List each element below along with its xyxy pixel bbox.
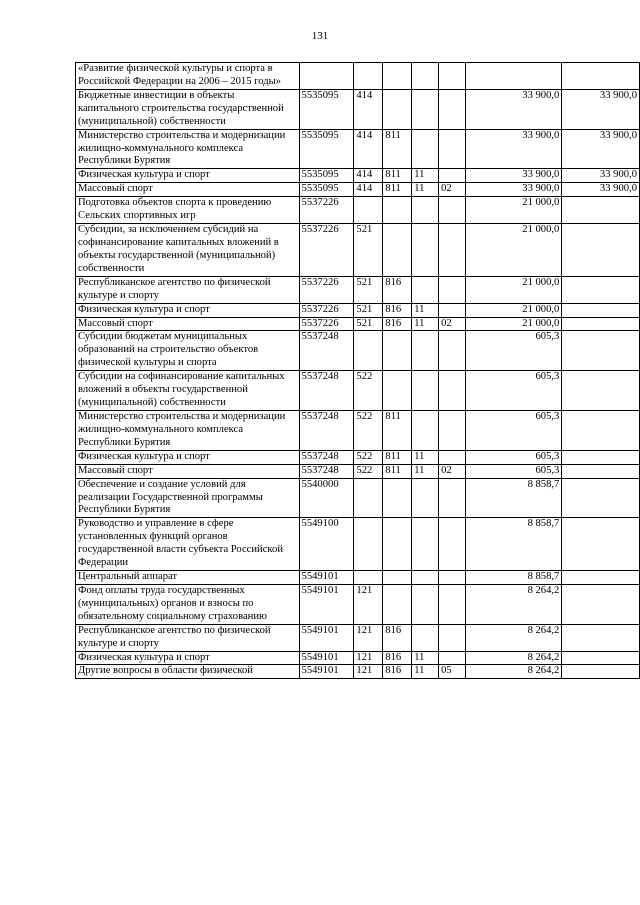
- row-subsection-cell: 05: [439, 665, 466, 679]
- row-amount-cell: 8 858,7: [465, 571, 561, 585]
- row-amount-cell: 33 900,0: [465, 169, 561, 183]
- table-row: [76, 410, 640, 450]
- row-code-cell: 5549101: [299, 571, 354, 585]
- table-row: [76, 464, 640, 478]
- row-amount-federal-cell: [562, 410, 640, 450]
- row-code-cell: 5537226: [299, 224, 354, 277]
- row-ministry-cell: 811: [383, 169, 412, 183]
- row-amount-cell: 33 900,0: [465, 89, 561, 129]
- row-subsection-cell: [439, 651, 466, 665]
- row-subsection-cell: [439, 371, 466, 411]
- row-ministry-cell: [383, 197, 412, 224]
- row-name-cell: Республиканское агентство по физической культуре и спорту: [76, 276, 300, 303]
- row-ministry-cell: [383, 63, 412, 90]
- row-amount-federal-cell: 33 900,0: [562, 129, 640, 169]
- row-section-cell: [412, 63, 439, 90]
- row-code-cell: 5549101: [299, 651, 354, 665]
- row-amount-federal-cell: [562, 665, 640, 679]
- row-name-cell: Министерство строительства и модернизации жилищно-коммунального комплекса Республики Бурятия: [76, 129, 300, 169]
- row-code-cell: 5535095: [299, 169, 354, 183]
- row-section-cell: [412, 224, 439, 277]
- row-amount-cell: 605,3: [465, 371, 561, 411]
- row-amount-cell: 21 000,0: [465, 224, 561, 277]
- row-ministry-cell: 816: [383, 317, 412, 331]
- row-amount-federal-cell: [562, 584, 640, 624]
- row-expense-type-cell: 414: [354, 183, 383, 197]
- table-row: [76, 197, 640, 224]
- table-row: [76, 651, 640, 665]
- row-amount-cell: 21 000,0: [465, 276, 561, 303]
- row-amount-cell: 8 858,7: [465, 518, 561, 571]
- row-section-cell: [412, 89, 439, 129]
- row-subsection-cell: [439, 89, 466, 129]
- page-number: 131: [311, 30, 329, 42]
- table-body: [76, 63, 640, 679]
- row-name-cell: Физическая культура и спорт: [76, 651, 300, 665]
- row-ministry-cell: [383, 518, 412, 571]
- row-section-cell: [412, 129, 439, 169]
- row-amount-federal-cell: [562, 651, 640, 665]
- row-section-cell: [412, 584, 439, 624]
- row-subsection-cell: [439, 518, 466, 571]
- row-ministry-cell: 816: [383, 651, 412, 665]
- row-subsection-cell: [439, 169, 466, 183]
- row-amount-cell: 605,3: [465, 450, 561, 464]
- row-amount-cell: 33 900,0: [465, 183, 561, 197]
- row-subsection-cell: [439, 276, 466, 303]
- row-section-cell: [412, 624, 439, 651]
- row-amount-cell: 33 900,0: [465, 129, 561, 169]
- row-amount-federal-cell: [562, 450, 640, 464]
- row-subsection-cell: [439, 224, 466, 277]
- row-name-cell: Министерство строительства и модернизации жилищно-коммунального комплекса Республики Бурятия: [76, 410, 300, 450]
- row-subsection-cell: [439, 478, 466, 518]
- row-ministry-cell: 811: [383, 450, 412, 464]
- row-amount-cell: 21 000,0: [465, 317, 561, 331]
- row-name-cell: Физическая культура и спорт: [76, 450, 300, 464]
- row-name-cell: Физическая культура и спорт: [76, 169, 300, 183]
- row-subsection-cell: 02: [439, 317, 466, 331]
- row-expense-type-cell: 121: [354, 584, 383, 624]
- row-code-cell: [299, 63, 354, 90]
- row-amount-cell: [465, 63, 561, 90]
- row-expense-type-cell: [354, 571, 383, 585]
- row-name-cell: «Развитие физической культуры и спорта в Российской Федерации на 2006 – 2015 годы»: [76, 63, 300, 90]
- row-name-cell: Физическая культура и спорт: [76, 303, 300, 317]
- row-section-cell: [412, 410, 439, 450]
- row-name-cell: Центральный аппарат: [76, 571, 300, 585]
- row-amount-federal-cell: [562, 224, 640, 277]
- table-row: [76, 371, 640, 411]
- row-expense-type-cell: [354, 197, 383, 224]
- table-row: [76, 518, 640, 571]
- row-subsection-cell: [439, 571, 466, 585]
- table-row: [76, 584, 640, 624]
- row-expense-type-cell: 521: [354, 303, 383, 317]
- row-name-cell: Фонд оплаты труда государственных (муниципальных) органов и взносы по обязательному социальному страхованию: [76, 584, 300, 624]
- table-row: [76, 63, 640, 90]
- row-code-cell: 5537226: [299, 197, 354, 224]
- row-expense-type-cell: [354, 331, 383, 371]
- row-code-cell: 5537248: [299, 331, 354, 371]
- row-code-cell: 5549101: [299, 665, 354, 679]
- row-expense-type-cell: 521: [354, 317, 383, 331]
- row-expense-type-cell: 414: [354, 89, 383, 129]
- row-ministry-cell: 811: [383, 410, 412, 450]
- row-subsection-cell: [439, 624, 466, 651]
- row-name-cell: Бюджетные инвестиции в объекты капитального строительства государственной (муниципальной) собственности: [76, 89, 300, 129]
- row-code-cell: 5537248: [299, 450, 354, 464]
- row-subsection-cell: [439, 129, 466, 169]
- row-expense-type-cell: 121: [354, 624, 383, 651]
- row-ministry-cell: [383, 478, 412, 518]
- row-expense-type-cell: 521: [354, 276, 383, 303]
- row-ministry-cell: 816: [383, 276, 412, 303]
- row-subsection-cell: 02: [439, 464, 466, 478]
- row-section-cell: [412, 276, 439, 303]
- table-row: [76, 624, 640, 651]
- row-name-cell: Руководство и управление в сфере установленных функций органов государственной власти субъекта Российской Федерации: [76, 518, 300, 571]
- row-amount-cell: 8 264,2: [465, 665, 561, 679]
- row-section-cell: [412, 478, 439, 518]
- row-amount-federal-cell: [562, 624, 640, 651]
- table-row: [76, 665, 640, 679]
- table-row: [76, 89, 640, 129]
- row-expense-type-cell: [354, 478, 383, 518]
- row-expense-type-cell: 522: [354, 450, 383, 464]
- row-code-cell: 5549100: [299, 518, 354, 571]
- table-row: [76, 331, 640, 371]
- row-amount-federal-cell: [562, 197, 640, 224]
- row-code-cell: 5535095: [299, 89, 354, 129]
- table-row: [76, 183, 640, 197]
- row-expense-type-cell: [354, 63, 383, 90]
- budget-table: [75, 62, 640, 679]
- row-ministry-cell: [383, 89, 412, 129]
- row-name-cell: Субсидии, за исключением субсидий на софинансирование капитальных вложений в объекты государственной (муниципальной) собственности: [76, 224, 300, 277]
- row-name-cell: Массовый спорт: [76, 317, 300, 331]
- table-row: [76, 571, 640, 585]
- row-expense-type-cell: 522: [354, 371, 383, 411]
- row-expense-type-cell: [354, 518, 383, 571]
- row-amount-cell: 21 000,0: [465, 197, 561, 224]
- row-subsection-cell: [439, 63, 466, 90]
- row-code-cell: 5535095: [299, 129, 354, 169]
- row-section-cell: 11: [412, 450, 439, 464]
- row-subsection-cell: [439, 303, 466, 317]
- row-subsection-cell: [439, 331, 466, 371]
- row-subsection-cell: [439, 584, 466, 624]
- row-amount-cell: 605,3: [465, 331, 561, 371]
- row-amount-federal-cell: [562, 478, 640, 518]
- table-row: [76, 303, 640, 317]
- row-ministry-cell: 816: [383, 303, 412, 317]
- row-code-cell: 5537248: [299, 464, 354, 478]
- row-amount-cell: 605,3: [465, 464, 561, 478]
- row-ministry-cell: 816: [383, 665, 412, 679]
- row-code-cell: 5535095: [299, 183, 354, 197]
- row-code-cell: 5537226: [299, 317, 354, 331]
- row-code-cell: 5549101: [299, 624, 354, 651]
- row-amount-cell: 21 000,0: [465, 303, 561, 317]
- row-ministry-cell: 816: [383, 624, 412, 651]
- row-code-cell: 5537226: [299, 303, 354, 317]
- row-name-cell: Субсидии на софинансирование капитальных вложений в объекты государственной (муниципальной) собственности: [76, 371, 300, 411]
- table-row: [76, 317, 640, 331]
- row-amount-federal-cell: [562, 331, 640, 371]
- row-expense-type-cell: 414: [354, 169, 383, 183]
- row-amount-federal-cell: [562, 464, 640, 478]
- row-expense-type-cell: 121: [354, 651, 383, 665]
- row-section-cell: 11: [412, 303, 439, 317]
- row-ministry-cell: 811: [383, 129, 412, 169]
- row-subsection-cell: [439, 197, 466, 224]
- table-row: [76, 478, 640, 518]
- row-ministry-cell: 811: [383, 183, 412, 197]
- row-amount-cell: 8 264,2: [465, 624, 561, 651]
- row-section-cell: [412, 331, 439, 371]
- row-ministry-cell: [383, 224, 412, 277]
- row-name-cell: Республиканское агентство по физической культуре и спорту: [76, 624, 300, 651]
- row-name-cell: Массовый спорт: [76, 183, 300, 197]
- row-subsection-cell: 02: [439, 183, 466, 197]
- row-name-cell: Подготовка объектов спорта к проведению Сельских спортивных игр: [76, 197, 300, 224]
- row-ministry-cell: [383, 331, 412, 371]
- row-section-cell: 11: [412, 464, 439, 478]
- row-ministry-cell: 811: [383, 464, 412, 478]
- row-name-cell: Массовый спорт: [76, 464, 300, 478]
- row-section-cell: 11: [412, 169, 439, 183]
- row-amount-cell: 8 264,2: [465, 651, 561, 665]
- row-section-cell: [412, 571, 439, 585]
- row-expense-type-cell: 521: [354, 224, 383, 277]
- row-code-cell: 5537226: [299, 276, 354, 303]
- row-amount-federal-cell: [562, 518, 640, 571]
- row-amount-federal-cell: [562, 63, 640, 90]
- row-amount-federal-cell: [562, 371, 640, 411]
- table-row: [76, 169, 640, 183]
- row-section-cell: [412, 371, 439, 411]
- row-name-cell: Обеспечение и создание условий для реализации Государственной программы Республики Бурятия: [76, 478, 300, 518]
- row-amount-federal-cell: [562, 571, 640, 585]
- row-expense-type-cell: 522: [354, 464, 383, 478]
- table-row: [76, 224, 640, 277]
- row-amount-cell: 605,3: [465, 410, 561, 450]
- row-expense-type-cell: 414: [354, 129, 383, 169]
- row-section-cell: [412, 518, 439, 571]
- row-expense-type-cell: 121: [354, 665, 383, 679]
- row-amount-federal-cell: 33 900,0: [562, 183, 640, 197]
- table-row: [76, 276, 640, 303]
- row-subsection-cell: [439, 410, 466, 450]
- row-section-cell: 11: [412, 665, 439, 679]
- table-row: [76, 129, 640, 169]
- row-section-cell: [412, 197, 439, 224]
- row-section-cell: 11: [412, 651, 439, 665]
- row-code-cell: 5549101: [299, 584, 354, 624]
- row-section-cell: 11: [412, 317, 439, 331]
- table-row: [76, 450, 640, 464]
- row-amount-federal-cell: [562, 303, 640, 317]
- row-amount-federal-cell: 33 900,0: [562, 89, 640, 129]
- row-code-cell: 5537248: [299, 371, 354, 411]
- row-expense-type-cell: 522: [354, 410, 383, 450]
- row-ministry-cell: [383, 571, 412, 585]
- row-amount-federal-cell: 33 900,0: [562, 169, 640, 183]
- row-amount-cell: 8 264,2: [465, 584, 561, 624]
- row-code-cell: 5540000: [299, 478, 354, 518]
- row-name-cell: Другие вопросы в области физической: [76, 665, 300, 679]
- row-subsection-cell: [439, 450, 466, 464]
- row-ministry-cell: [383, 371, 412, 411]
- row-section-cell: 11: [412, 183, 439, 197]
- row-amount-federal-cell: [562, 317, 640, 331]
- row-amount-cell: 8 858,7: [465, 478, 561, 518]
- row-code-cell: 5537248: [299, 410, 354, 450]
- row-ministry-cell: [383, 584, 412, 624]
- row-amount-federal-cell: [562, 276, 640, 303]
- row-name-cell: Субсидии бюджетам муниципальных образований на строительство объектов физической культуры и спорта: [76, 331, 300, 371]
